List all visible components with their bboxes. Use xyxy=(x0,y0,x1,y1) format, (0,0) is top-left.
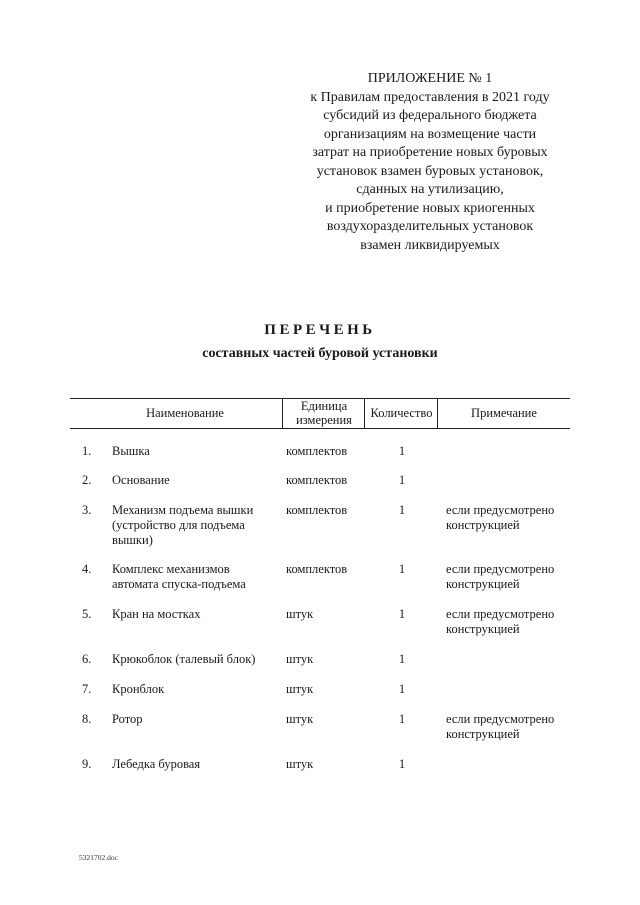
row-number: 8. xyxy=(82,712,92,726)
row-name: Комплекс механизмов автомата спуска-подъема xyxy=(112,562,246,591)
row-number: 5. xyxy=(82,607,92,621)
row-note: если предусмотрено конструкцией xyxy=(446,562,555,591)
annex-line: к Правилам предоставления в 2021 году xyxy=(310,89,550,105)
row-unit: комплектов xyxy=(286,503,348,517)
row-name: Крюкоблок (талевый блок) xyxy=(112,652,256,666)
row-note: если предусмотрено конструкцией xyxy=(446,712,555,741)
row-number: 2. xyxy=(82,473,92,487)
row-unit: штук xyxy=(286,682,314,696)
row-qty: 1 xyxy=(398,473,406,487)
annex-title: ПРИЛОЖЕНИЕ № 1 xyxy=(367,71,493,86)
row-note: если предусмотрено конструкцией xyxy=(446,503,555,532)
column-divider xyxy=(437,398,438,428)
row-unit: комплектов xyxy=(286,473,348,487)
annex-line: затрат на приобретение новых буровых xyxy=(312,145,548,160)
annex-line: организациям на возмещение части xyxy=(323,126,537,142)
row-note: если предусмотрено конструкцией xyxy=(446,607,555,636)
row-name: Механизм подъема вышки (устройство для подъема вышки) xyxy=(112,503,254,547)
column-header-unit-line2: измерения xyxy=(296,413,352,427)
row-number: 1. xyxy=(82,444,92,458)
annex-line: сданных на утилизацию, xyxy=(356,182,504,197)
row-number: 7. xyxy=(82,682,92,696)
annex-line: установок взамен буровых установок, xyxy=(316,163,544,179)
document-file-id: 5321702.doc xyxy=(79,853,118,862)
annex-line: субсидий из федерального бюджета xyxy=(323,108,537,123)
document-subtitle: составных частей буровой установки xyxy=(202,346,438,361)
row-unit: штук xyxy=(286,712,314,726)
column-header-name: Наименование xyxy=(146,406,224,420)
row-qty: 1 xyxy=(398,503,406,517)
column-header-qty: Количество xyxy=(370,406,433,420)
row-unit: комплектов xyxy=(286,444,348,458)
table-header-rule xyxy=(70,428,570,429)
document-title: ПЕРЕЧЕНЬ xyxy=(264,322,376,338)
column-header-note: Примечание xyxy=(471,406,537,420)
row-qty: 1 xyxy=(398,607,406,621)
row-unit: штук xyxy=(286,607,314,621)
row-name: Вышка xyxy=(112,444,150,458)
row-qty: 1 xyxy=(398,444,406,458)
annex-line: взамен ликвидируемых xyxy=(360,237,500,253)
row-name: Лебедка буровая xyxy=(112,757,201,771)
row-qty: 1 xyxy=(398,682,406,696)
row-unit: комплектов xyxy=(286,562,348,576)
annex-line: и приобретение новых криогенных xyxy=(325,200,535,216)
annex-header xyxy=(290,70,570,255)
row-name: Кран на мостках xyxy=(112,607,201,621)
column-header-unit xyxy=(284,399,364,427)
row-name: Основание xyxy=(112,473,170,487)
row-qty: 1 xyxy=(398,712,406,726)
row-number: 6. xyxy=(82,652,92,666)
row-name: Кронблок xyxy=(112,682,165,696)
row-number: 4. xyxy=(82,562,92,576)
row-unit: штук xyxy=(286,757,314,771)
row-qty: 1 xyxy=(398,562,406,576)
column-divider xyxy=(364,398,365,428)
row-number: 3. xyxy=(82,503,92,517)
annex-line: воздухоразделительных установок xyxy=(326,219,534,234)
column-header-unit-line1: Единица xyxy=(300,399,348,413)
column-divider xyxy=(282,398,283,428)
row-unit: штук xyxy=(286,652,314,666)
row-qty: 1 xyxy=(398,757,406,771)
row-name: Ротор xyxy=(112,712,143,726)
row-qty: 1 xyxy=(398,652,406,666)
row-number: 9. xyxy=(82,757,92,771)
